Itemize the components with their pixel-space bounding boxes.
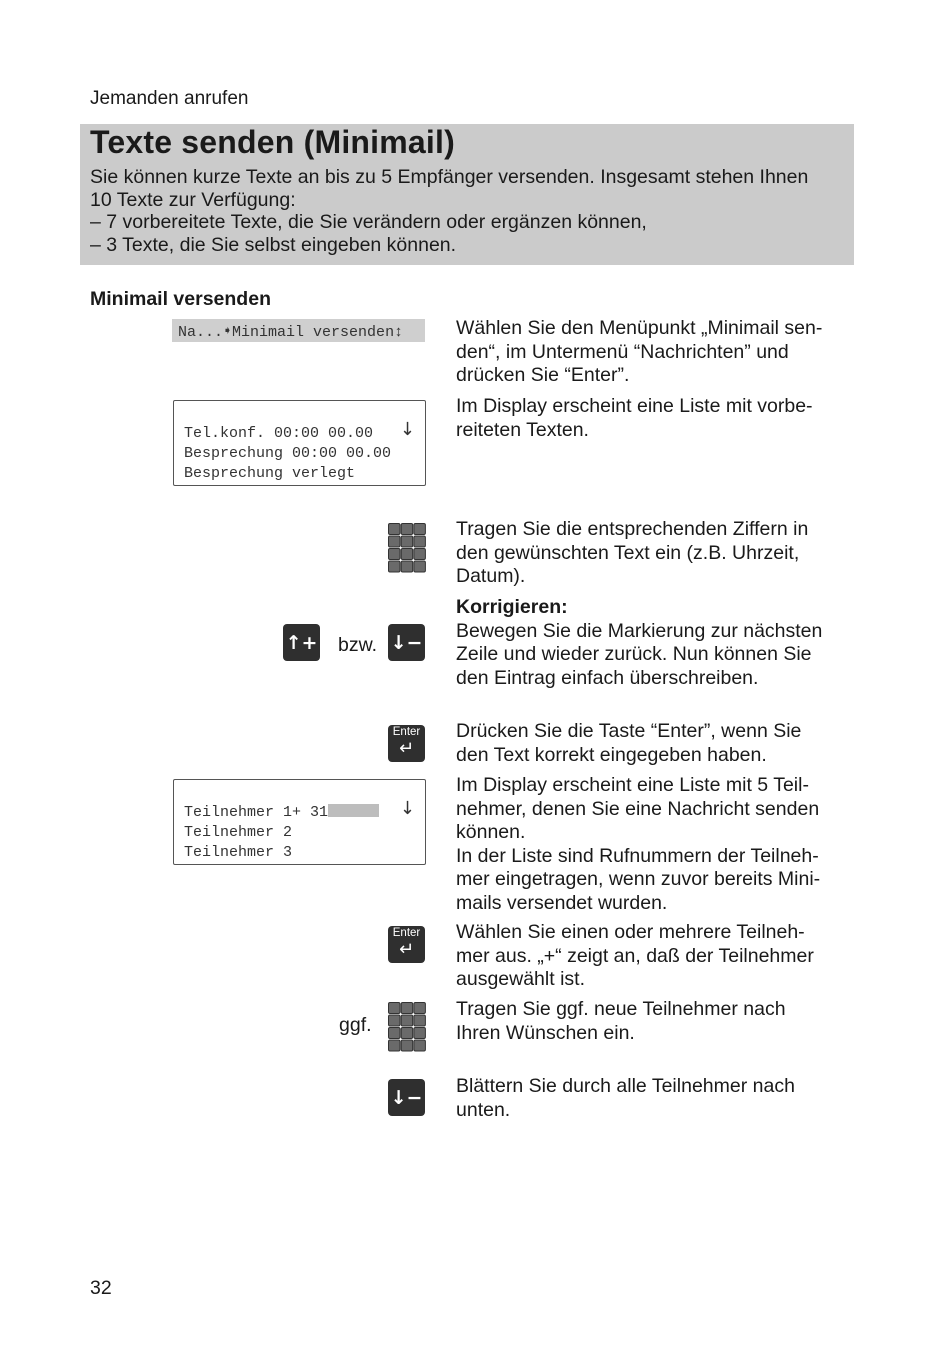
- down-minus-key-icon: [388, 1079, 425, 1116]
- display-row: Tel.konf. 00:00 00.00: [184, 425, 374, 442]
- text-line: den gewünschten Text ein (z.B. Uhrzeit,: [456, 541, 800, 564]
- intro-line: – 7 vorbereitete Texte, die Sie verändern oder ergänzen können,: [90, 211, 647, 234]
- up-plus-key-icon: [283, 624, 320, 661]
- down-minus-key-label: ↓−: [390, 1086, 423, 1109]
- step-heading: Korrigieren:: [456, 596, 568, 618]
- bzw-label: bzw.: [338, 634, 378, 656]
- display-row: Teilnehmer 2: [184, 824, 293, 841]
- display-row: Teilnehmer 3: [184, 844, 293, 861]
- text-line: Bewegen Sie die Markierung zur nächsten: [456, 619, 823, 642]
- intro-line: Sie können kurze Texte an bis zu 5 Empfänger versenden. Insgesamt stehen Ihnen: [90, 166, 809, 188]
- text-line: ausgewählt ist.: [456, 968, 585, 991]
- text-line: reiteten Texten.: [456, 418, 589, 441]
- display-row: Besprechung 00:00 00.00: [184, 445, 392, 462]
- enter-key-icon: [388, 725, 425, 762]
- enter-key-label: Enter: [392, 726, 421, 738]
- page-title: Texte senden (Minimail): [90, 124, 455, 160]
- display-row: Besprechung verlegt: [184, 465, 356, 482]
- text-line: Zeile und wieder zurück. Nun können Sie: [456, 643, 812, 666]
- step-participant-list: [456, 774, 848, 916]
- text-line: In der Liste sind Rufnummern der Teilneh-: [456, 844, 819, 867]
- text-line: Wählen Sie den Menüpunkt „Minimail sen-: [456, 317, 823, 339]
- step-select-menu: [456, 317, 848, 388]
- text-line: mails versendet wurden.: [456, 891, 668, 914]
- text-line: Im Display erscheint eine Liste mit vorbe-: [456, 395, 813, 417]
- down-minus-key-label: ↓−: [390, 631, 423, 654]
- step-enter-participants: [456, 998, 848, 1045]
- running-head: Jemanden anrufen: [90, 88, 249, 109]
- step-select-participants: [456, 921, 848, 992]
- text-line: den Eintrag einfach überschreiben.: [456, 666, 759, 689]
- input-cursor-block: [328, 804, 379, 817]
- text-line: können.: [456, 821, 526, 844]
- display-row: [184, 804, 379, 821]
- participant-list-display: [173, 779, 426, 865]
- keypad-icon: [388, 1002, 426, 1053]
- step-press-enter: [456, 720, 848, 767]
- text-line: Tragen Sie ggf. neue Teilnehmer nach: [456, 998, 786, 1020]
- display-row-text: Teilnehmer 1+ 31: [184, 804, 329, 821]
- intro-line: 10 Texte zur Verfügung:: [90, 188, 296, 211]
- scroll-down-arrow-icon: ↓: [399, 798, 415, 819]
- enter-key-icon: [388, 926, 425, 963]
- text-line: den“, im Untermenü “Nachrichten” und: [456, 340, 789, 363]
- text-line: Wählen Sie einen oder mehrere Teilneh-: [456, 921, 805, 943]
- step-enter-digits: [456, 518, 848, 589]
- enter-key-label: Enter: [392, 927, 421, 939]
- text-line: den Text korrekt eingegeben haben.: [456, 743, 767, 766]
- text-line: mer eingetragen, wenn zuvor bereits Mini-: [456, 868, 821, 891]
- return-arrow-icon: ↵: [398, 738, 415, 759]
- page-number: 32: [90, 1277, 112, 1299]
- text-line: Blättern Sie durch alle Teilnehmer nach: [456, 1075, 795, 1097]
- menu-display-line: [172, 319, 425, 342]
- return-arrow-icon: ↵: [398, 939, 415, 960]
- text-line: Drücken Sie die Taste “Enter”, wenn Sie: [456, 720, 802, 742]
- section-title: Minimail versenden: [90, 288, 271, 310]
- menu-display-text: Na...➧Minimail versenden↕: [178, 324, 404, 341]
- intro-line: – 3 Texte, die Sie selbst eingeben können.: [90, 234, 457, 257]
- text-line: Ihren Wünschen ein.: [456, 1021, 635, 1044]
- step-correct: [456, 596, 848, 690]
- text-line: mer aus. „+“ zeigt an, daß der Teilnehmer: [456, 944, 814, 967]
- text-line: Im Display erscheint eine Liste mit 5 Teil-: [456, 774, 809, 796]
- scroll-down-arrow-icon: ↓: [399, 419, 415, 440]
- ggf-label: ggf.: [339, 1014, 372, 1036]
- text-line: Datum).: [456, 565, 526, 588]
- text-line: unten.: [456, 1098, 511, 1121]
- text-line: Tragen Sie die entsprechenden Ziffern in: [456, 518, 809, 540]
- text-line: drücken Sie “Enter”.: [456, 364, 630, 387]
- step-scroll-participants: [456, 1075, 848, 1122]
- text-line: nehmer, denen Sie eine Nachricht senden: [456, 797, 820, 820]
- down-minus-key-icon: [388, 624, 425, 661]
- intro-text: [90, 166, 850, 257]
- keypad-icon: [388, 523, 426, 574]
- text-list-display: [173, 400, 426, 486]
- step-text-list: [456, 395, 848, 442]
- up-plus-key-label: ↑+: [285, 631, 318, 654]
